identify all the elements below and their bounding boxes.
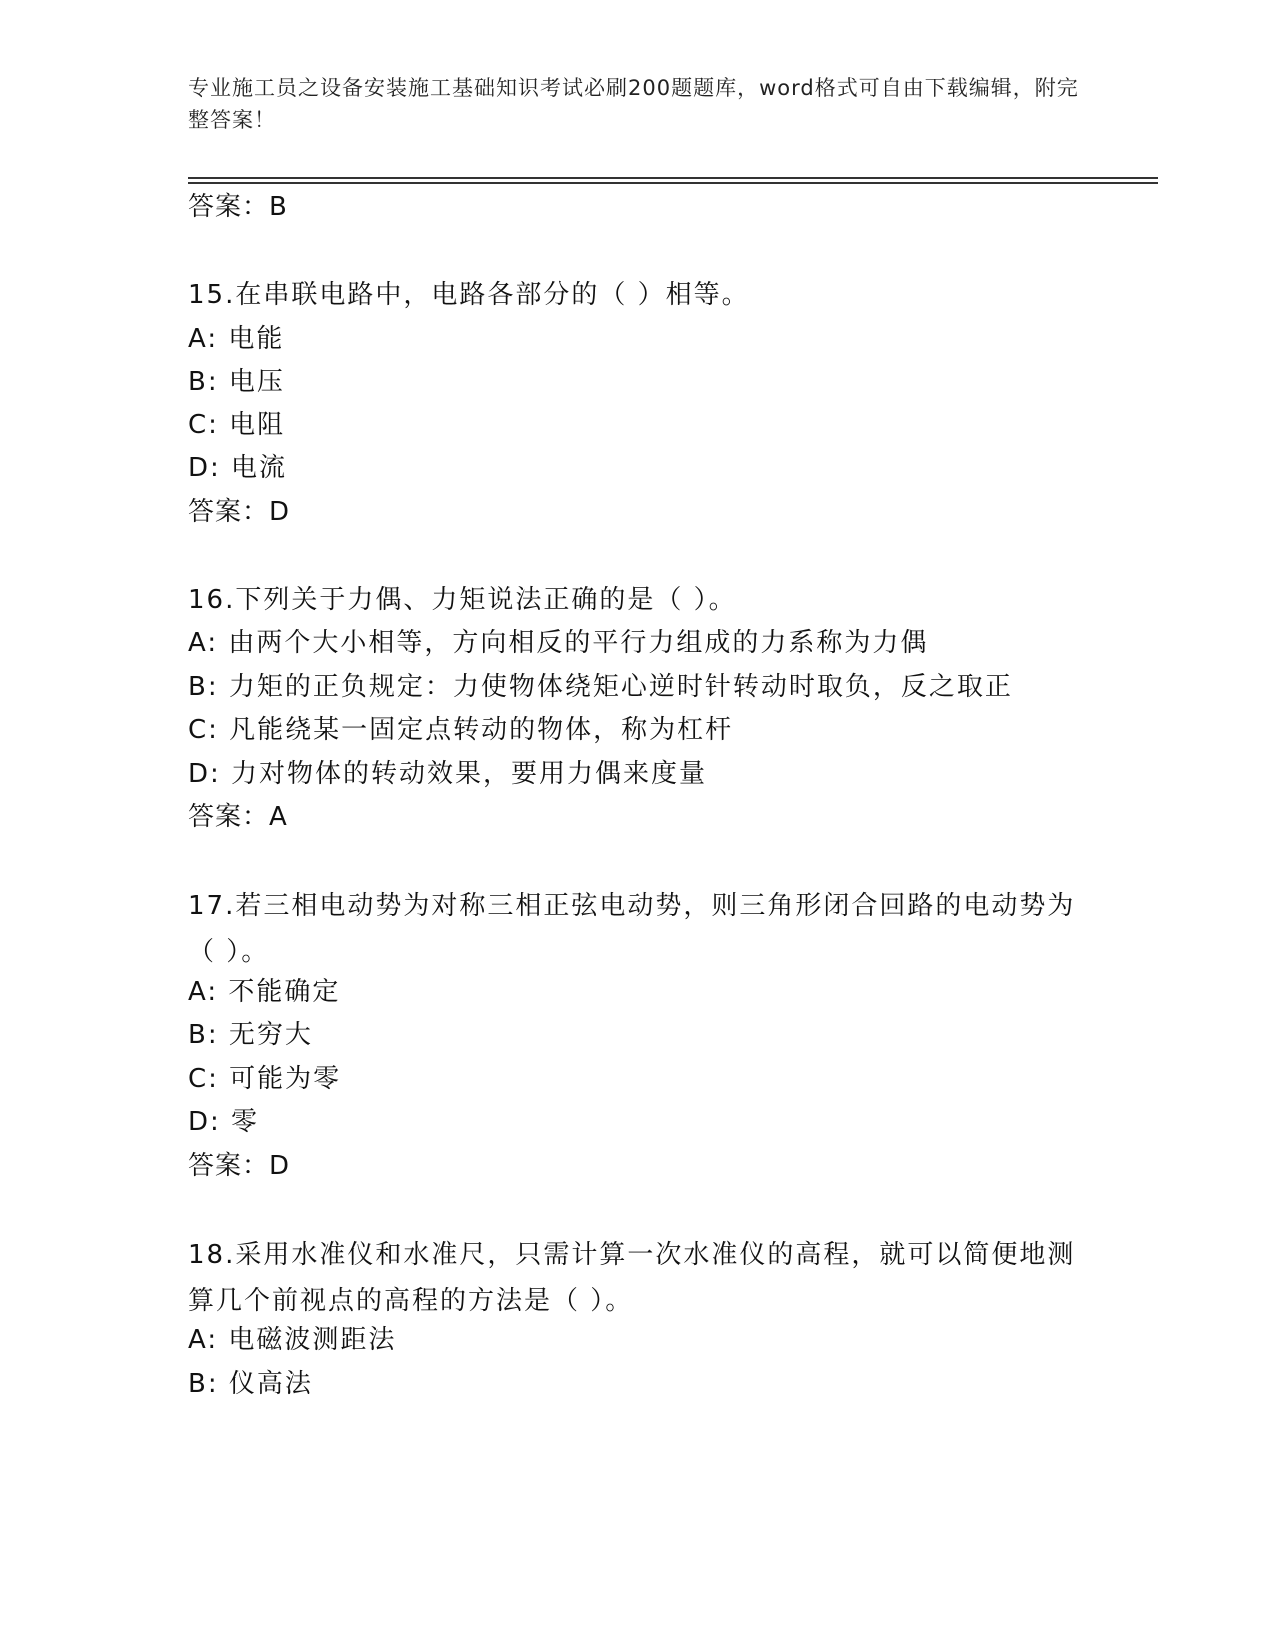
- option-c: C: 凡能绕某一固定点转动的物体，称为杠杆: [188, 715, 734, 745]
- answer-line: 答案：D: [188, 497, 291, 527]
- header-divider: [188, 177, 1158, 179]
- option-c: C: 可能为零: [188, 1064, 342, 1094]
- option-a: A: 电能: [188, 324, 285, 354]
- answer-line: 答案：A: [188, 802, 288, 832]
- option-b: B: 电压: [188, 367, 285, 397]
- option-b: B: 仪高法: [188, 1369, 313, 1399]
- option-d: D: 电流: [188, 453, 288, 483]
- answer-line: 答案：D: [188, 1151, 291, 1181]
- option-d: D: 力对物体的转动效果，要用力偶来度量: [188, 759, 708, 789]
- option-c: C: 电阻: [188, 410, 286, 440]
- question-stem: 17.若三相电动势为对称三相正弦电动势，则三角形闭合回路的电动势为（ ）。: [188, 891, 1076, 967]
- option-d: D: 零: [188, 1107, 260, 1137]
- option-a: A: 不能确定: [188, 977, 341, 1007]
- document-header: 专业施工员之设备安装施工基础知识考试必刷200题题库，word格式可自由下载编辑，附完整答案！: [188, 76, 1079, 132]
- option-a: A: 电磁波测距法: [188, 1325, 397, 1355]
- answer-line: 答案：B: [188, 192, 288, 222]
- option-b: B: 力矩的正负规定：力使物体绕矩心逆时针转动时取负，反之取正: [188, 672, 1013, 702]
- question-stem: 16.下列关于力偶、力矩说法正确的是（ ）。: [188, 585, 737, 615]
- question-stem: 18.采用水准仪和水准尺，只需计算一次水准仪的高程，就可以简便地测算几个前视点的高程的方法是（ ）。: [188, 1240, 1076, 1316]
- header-divider: [188, 182, 1158, 184]
- question-stem: 15.在串联电路中，电路各部分的（ ）相等。: [188, 280, 750, 310]
- option-a: A: 由两个大小相等，方向相反的平行力组成的力系称为力偶: [188, 628, 929, 658]
- option-b: B: 无穷大: [188, 1020, 313, 1050]
